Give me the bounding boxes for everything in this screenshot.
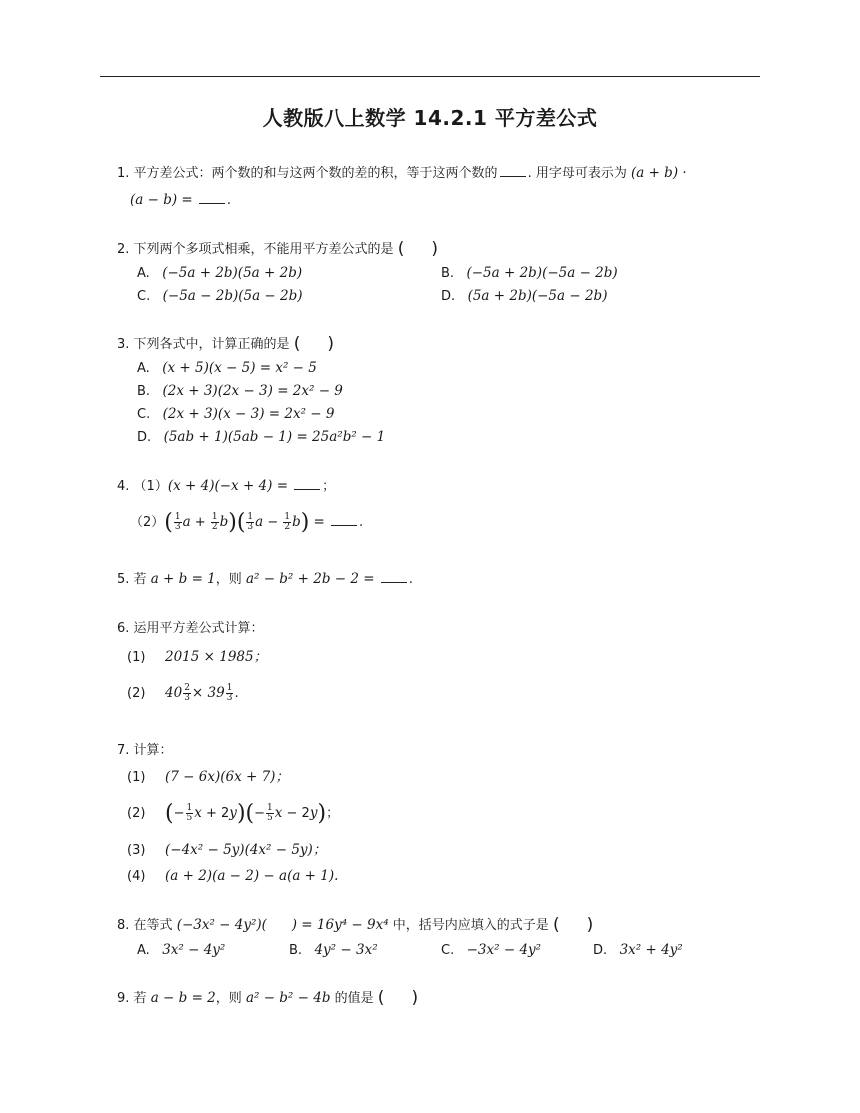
- question-number: 7.: [117, 743, 130, 758]
- question-text: 下列两个多项式相乘，不能用平方差公式的是: [133, 242, 394, 257]
- option-c[interactable]: C. −3x² − 4y²: [441, 942, 542, 958]
- math-expression: (a − b) =: [130, 192, 193, 208]
- question-number: 3.: [117, 337, 130, 352]
- question-number: 5.: [117, 572, 130, 587]
- question-2: [117, 239, 438, 260]
- question-text: 下列各式中，计算正确的是: [133, 337, 290, 352]
- option-d[interactable]: D. (5ab + 1)(5ab − 1) = 25a²b² − 1: [137, 429, 386, 445]
- answer-blank[interactable]: [294, 476, 320, 490]
- option-d[interactable]: D. (5a + 2b)(−5a − 2b): [441, 288, 608, 304]
- question-4: 4. （1）(x + 4)(−x + 4) = ；: [117, 478, 336, 494]
- option-b[interactable]: B. 4y² − 3x²: [289, 942, 378, 958]
- sub-item: (1) 2015 × 1985；: [127, 649, 268, 665]
- sub-item: (2) 40 $\frac{2}{3}$ × 39 $\frac{1}{3}$ .: [127, 683, 239, 703]
- question-number: 6.: [117, 621, 130, 636]
- option-c[interactable]: C. (−5a − 2b)(5a − 2b): [137, 288, 303, 304]
- question-3: [117, 334, 334, 355]
- option-b[interactable]: B. (2x + 3)(2x − 3) = 2x² − 9: [137, 383, 343, 399]
- sub-item: (4) (a + 2)(a − 2) − a(a + 1).: [127, 868, 339, 884]
- header-rule: [100, 76, 760, 77]
- sub-item: (3) (−4x² − 5y)(4x² − 5y)；: [127, 842, 327, 858]
- option-a[interactable]: A. 3x² − 4y²: [137, 942, 226, 958]
- question-text: . 用字母可表示为: [527, 166, 627, 181]
- sub-item: (2) (− $\frac{1}{5}$ x + 2y)(− $\frac{1}{5}$ x − 2y)；: [127, 801, 340, 826]
- question-8: 8. 在等式 (−3x² − 4y²)( ) = 16y⁴ − 9x⁴ 中，括号内应填入的式子是 ( ): [117, 915, 594, 935]
- choice-bracket[interactable]: ( ): [397, 239, 439, 259]
- answer-blank[interactable]: [381, 569, 407, 583]
- choice-bracket[interactable]: ( ): [293, 334, 335, 354]
- question-number: 1.: [117, 166, 130, 181]
- answer-blank[interactable]: [199, 190, 225, 204]
- question-6: [117, 619, 264, 639]
- option-b[interactable]: B. (−5a + 2b)(−5a − 2b): [441, 265, 618, 281]
- question-number: 9.: [117, 991, 130, 1006]
- question-number: 4.: [117, 479, 130, 494]
- answer-blank[interactable]: [331, 512, 357, 526]
- question-number: 8.: [117, 918, 130, 933]
- choice-bracket[interactable]: ( ): [377, 988, 419, 1008]
- option-d[interactable]: D. 3x² + 4y²: [593, 942, 683, 958]
- page-title: 人教版八上数学 14.2.1 平方差公式: [262, 106, 598, 130]
- choice-bracket[interactable]: ( ): [552, 915, 594, 935]
- question-5: 5. 若 a + b = 1，则 a² − b² + 2b − 2 = .: [117, 571, 413, 587]
- option-a[interactable]: A. (x + 5)(x − 5) = x² − 5: [137, 360, 317, 376]
- question-1: [117, 163, 687, 184]
- question-7: [117, 741, 173, 761]
- option-c[interactable]: C. (2x + 3)(x − 3) = 2x² − 9: [137, 406, 335, 422]
- question-text: 计算：: [133, 743, 173, 758]
- option-a[interactable]: A. (−5a + 2b)(5a + 2b): [137, 265, 303, 281]
- math-expression: (a + b) ·: [630, 165, 687, 181]
- question-number: 2.: [117, 242, 130, 257]
- question-4-part-2: （2）( $\frac{1}{3}$ a + $\frac{1}{2}$ b)( $\frac{1}{3}$ a − $\frac{1}{2}$ b) = .: [130, 510, 364, 535]
- math-expression: (x + 4)(−x + 4) =: [167, 478, 289, 494]
- question-text: 运用平方差公式计算：: [133, 621, 264, 636]
- question-9: 9. 若 a − b = 2，则 a² − b² − 4b 的值是 ( ): [117, 988, 419, 1008]
- sub-item: (1) (7 − 6x)(6x + 7)；: [127, 769, 289, 785]
- answer-blank[interactable]: [500, 163, 526, 177]
- question-text: 平方差公式：两个数的和与这两个数的差的积，等于这两个数的: [133, 166, 498, 181]
- question-1-cont: (a − b) = .: [130, 192, 232, 208]
